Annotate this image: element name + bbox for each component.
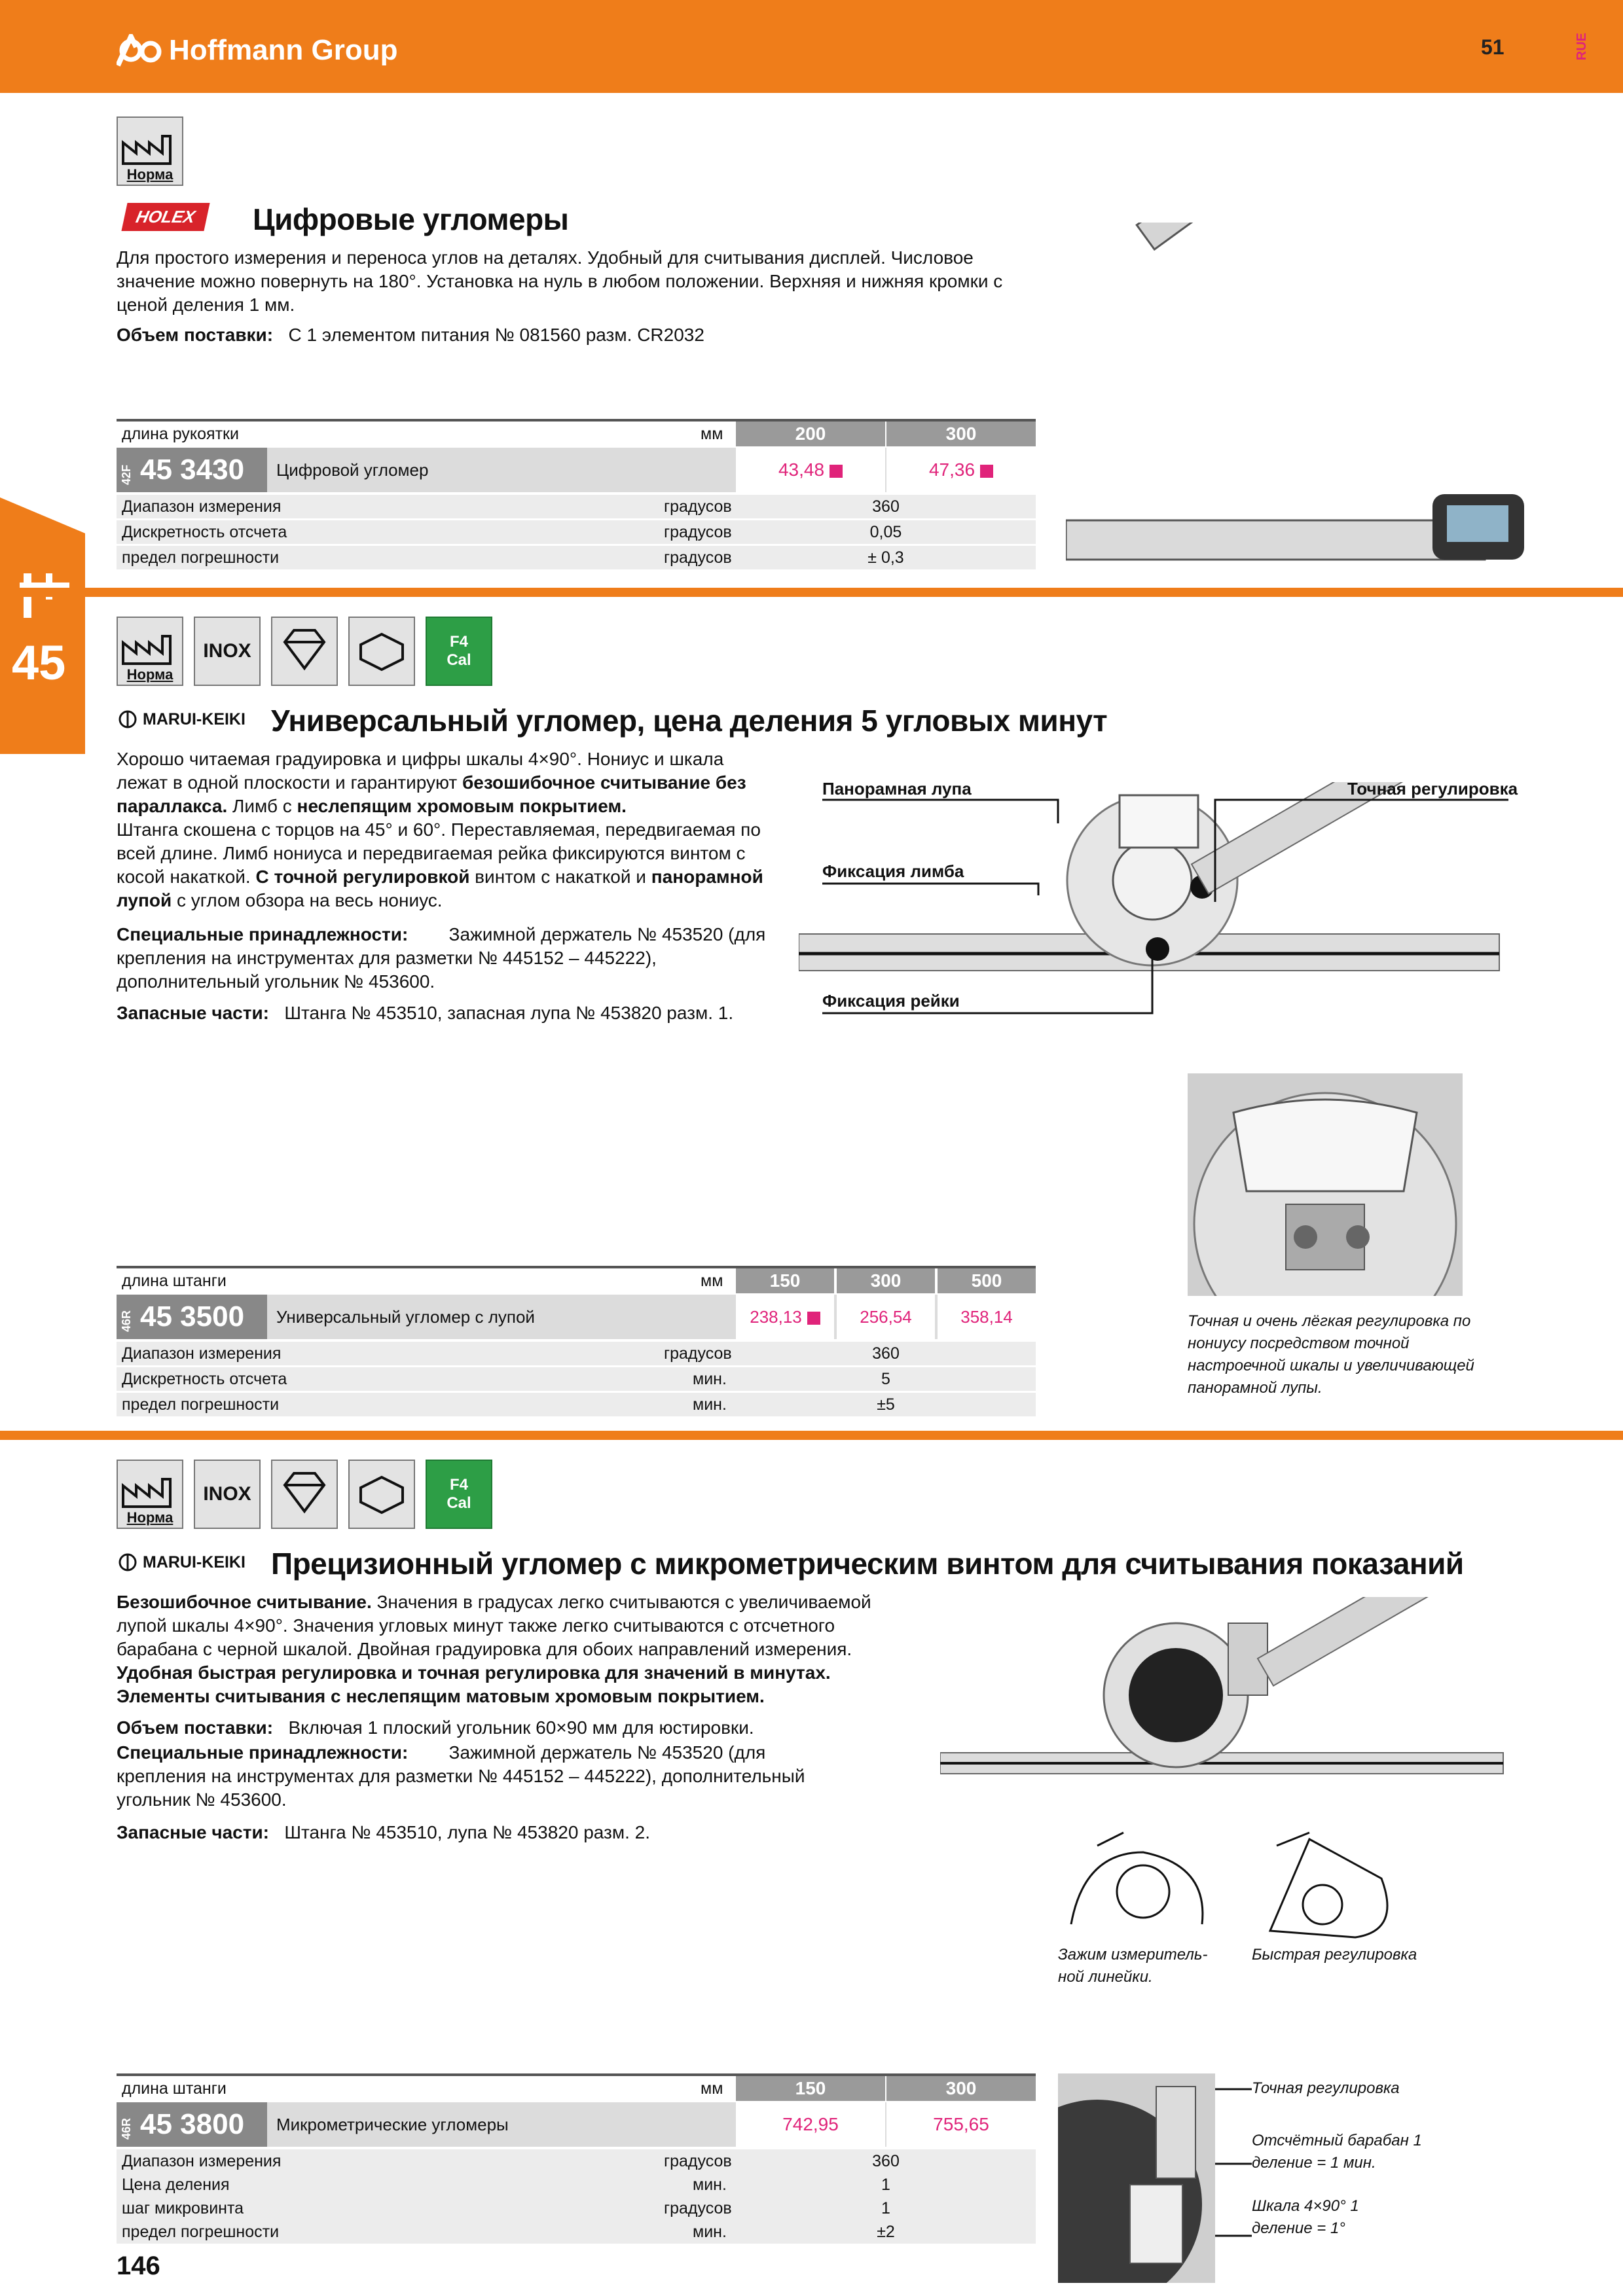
- scale-caption: Шкала 4×90° 1 деление = 1°: [1252, 2197, 1359, 2237]
- closeup-callout-lines: [1215, 2087, 1254, 2257]
- section3-supply: Объем поставки: Включая 1 плоский угольник 60×90 мм для юстировки.: [117, 1717, 754, 1738]
- diamond-icon: [271, 617, 338, 686]
- holex-logo: HOLEX: [121, 203, 210, 231]
- spec-row: Диапазон измерения градусов 360: [117, 1342, 1036, 1367]
- page-number: 51: [1481, 35, 1504, 59]
- diamond-icon: [271, 1460, 338, 1529]
- price-150: 238,13: [736, 1295, 834, 1339]
- price-300: 47,36: [886, 448, 1036, 492]
- micrometer-closeup-image: [1058, 2073, 1215, 2283]
- inox-icon: INOX: [194, 1460, 261, 1529]
- inox-icon: INOX: [194, 617, 261, 686]
- spec-row: шаг микровинта градусов 1: [117, 2197, 1036, 2222]
- spec-row: Дискретность отсчета мин. 5: [117, 1367, 1036, 1393]
- factory-icon: [120, 134, 179, 166]
- chapter-tab: [0, 497, 85, 754]
- hoffmann-logo-icon: [117, 34, 162, 67]
- spec-row: Дискретность отсчета градусов 0,05: [117, 520, 1036, 546]
- brand-name: Hoffmann Group: [169, 34, 398, 66]
- article-number: 46R 45 3500: [117, 1295, 267, 1339]
- quick-adjust-drawing: [1250, 1826, 1408, 1944]
- clamp-caption: Зажим измеритель- ной линейки.: [1058, 1946, 1208, 1986]
- section2-description: Хорошо читаемая градуировка и цифры шкалы 4×90°. Нониус и шкала лежат в одной плоскости и гарантируют безошибочное считывание без параллакса. Лимб с неслепящим хромовым покрытием. Штанга скошена с торцов на 45° и 60°. Переставляемая, передвигаемая по всей длине. Лимб нониуса и передвигаемая рейка фиксируются винтом с косой накаткой. С точной регулировкой винтом с накаткой и панорамной лупой с углом обзора на весь нониус.: [117, 749, 763, 910]
- case-icon: [348, 1460, 415, 1529]
- micrometer-protractor-image: [940, 1597, 1510, 1806]
- spec-row: Цена деления мин. 1: [117, 2173, 1036, 2198]
- vernier-closeup-image: [1188, 1073, 1463, 1296]
- norm-icon: Норма: [117, 1460, 183, 1529]
- section3-spares: Запасные части: Штанга № 453510, лупа № 453820 разм. 2.: [117, 1822, 651, 1842]
- factory-icon: [120, 1477, 179, 1509]
- price-150: 742,95: [736, 2102, 885, 2147]
- table-header: длина рукоятки мм 200 300: [117, 419, 1036, 446]
- section1-supply: Объем поставки: С 1 элементом питания № 081560 разм. CR2032: [117, 325, 704, 345]
- section2-title: Универсальный угломер, цена деления 5 угловых минут: [271, 704, 1108, 738]
- price-300: 256,54: [837, 1295, 935, 1339]
- section3-accessories: Специальные принадлежности: Зажимной держатель № 453520 (для крепления на инструментах для разметки № 445152 – 445222), дополнительный угольник № 453600.: [117, 1742, 805, 1810]
- product-row: 46R 45 3500 Универсальный угломер с лупой 238,13 256,54 358,14: [117, 1295, 1036, 1339]
- language-code: RUE: [1575, 33, 1589, 61]
- table-header: длина штанги мм 150 300 500: [117, 1266, 1036, 1293]
- article-number: 42F 45 3430: [117, 448, 267, 492]
- norm-icon: Норма: [117, 117, 183, 186]
- case-icon: [348, 617, 415, 686]
- section-divider: [0, 588, 1623, 597]
- spec-row: предел погрешности мин. ±2: [117, 2220, 1036, 2246]
- clamp-drawing: [1058, 1826, 1222, 1944]
- spec-row: предел погрешности мин. ±5: [117, 1393, 1036, 1418]
- vernier-caption: Точная и очень лёгкая регулировка по нониусу посредством точной настроечной шкалы и увеличивающей панорамной лупы.: [1188, 1312, 1474, 1397]
- section-divider: [0, 1431, 1623, 1440]
- article-number: 46R 45 3800: [117, 2102, 267, 2147]
- marui-keiki-logo: MARUI-KEIKI: [118, 1552, 246, 1572]
- spec-row: предел погрешности градусов ± 0,3: [117, 546, 1036, 571]
- price-200: 43,48: [736, 448, 885, 492]
- factory-icon: [120, 634, 179, 666]
- product-row: 42F 45 3430 Цифровой угломер 43,48 47,36: [117, 448, 1036, 492]
- norm-icon: Норма: [117, 617, 183, 686]
- section2-spares: Запасные части: Штанга № 453510, запасная лупа № 453820 разм. 1.: [117, 1003, 734, 1023]
- spec-row: Диапазон измерения градусов 360: [117, 2149, 1036, 2175]
- price-500: 358,14: [938, 1295, 1036, 1339]
- digital-protractor-image: [1066, 223, 1537, 576]
- callout-loupe: Панорамная лупа: [822, 779, 972, 798]
- callout-rail-lock: Фиксация рейки: [822, 991, 960, 1011]
- section1-title: Цифровые угломеры: [253, 202, 569, 236]
- callout-dial-lock: Фиксация лимба: [822, 861, 964, 881]
- marui-keiki-logo: MARUI-KEIKI: [118, 709, 246, 729]
- fine-adjust-caption: Точная регулировка: [1252, 2079, 1400, 2097]
- section3-title: Прецизионный угломер с микрометрическим винтом для считывания показаний: [271, 1547, 1464, 1581]
- section1-description: Для простого измерения и переноса углов на деталях. Удобный для считывания дисплей. Числовое значение можно повернуть на 180°. Установка на нуль в любом положении. Верхняя и нижняя кромки с ценой деления 1 мм.: [117, 247, 1003, 315]
- section3-description: Безошибочное считывание. Значения в градусах легко считываются с увеличиваемой лупой шкалы 4×90°. Значения угловых минут также легко считываются с отсчетного барабана с черной шкалой. Двойная градуировка для обоих направлений измерения. Удобная быстрая регулировка и точная регулировка для значений в минутах. Элементы считывания с неслепящим матовым хромовым покрытием.: [117, 1592, 871, 1706]
- f4-cal-icon: F4 Cal: [426, 1460, 492, 1529]
- marui-emblem-icon: [118, 1552, 137, 1572]
- chapter-number: 45: [12, 636, 66, 690]
- section2-accessories: Специальные принадлежности: Зажимной держатель № 453520 (для крепления на инструментах для разметки № 445152 – 445222), дополнительный угольник № 453600.: [117, 924, 766, 992]
- footer-page-number: 146: [117, 2251, 160, 2280]
- f4-cal-icon: F4 Cal: [426, 617, 492, 686]
- quick-adjust-caption: Быстрая регулировка: [1252, 1946, 1417, 1964]
- spec-row: Диапазон измерения градусов 360: [117, 495, 1036, 520]
- marui-emblem-icon: [118, 709, 137, 729]
- callout-lines: [822, 797, 1510, 1020]
- callout-fine-adjust: Точная регулировка: [1347, 779, 1518, 798]
- brand-logo: [117, 34, 398, 67]
- drum-caption: Отсчётный барабан 1 деление = 1 мин.: [1252, 2132, 1422, 2172]
- price-300: 755,65: [886, 2102, 1036, 2147]
- product-row: 46R 45 3800 Микрометрические угломеры 742,95 755,65: [117, 2102, 1036, 2147]
- table-header: длина штанги мм 150 300: [117, 2073, 1036, 2101]
